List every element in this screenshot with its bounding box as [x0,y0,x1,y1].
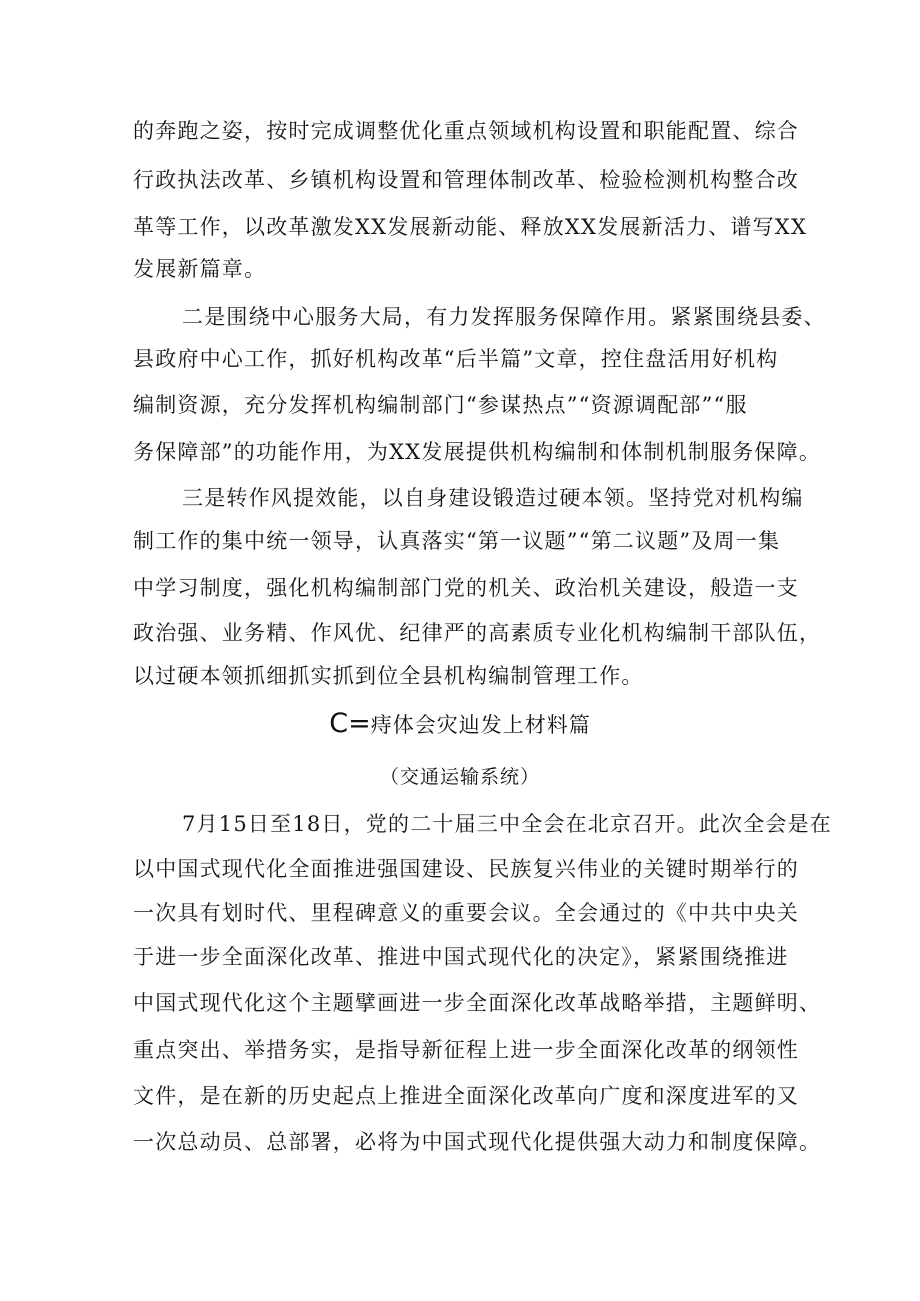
paragraph-1-line-1: 的奔跑之姿，按时完成调整优化重点领域机构设置和职能配置、综合 [133,119,799,143]
paragraph-3-line-1: 三是转作风提效能，以自身建设锻造过硬本领。坚持党对机构编 [182,486,804,510]
paragraph-3-line-3: 中学习制度，强化机构编制部门党的机关、政治机关建设，般造一支 [133,576,799,600]
closing-paragraph-line-1: 7月15日至18日，党的二十届三中全会在北京召开。此次全会是在 [182,812,833,836]
closing-paragraph-line-2: 以中国式现代化全面推进强国建设、民族复兴伟业的关键时期举行的 [133,857,799,881]
section-title-text: 痔体会灾辿发上材料篇 [370,713,591,737]
paragraph-3-line-2: 制工作的集中统一领导，认真落实“第一议题”“第二议题”及周一集 [133,529,781,553]
paragraph-1-line-4: 发展新篇章。 [133,257,267,281]
section-title [0,709,920,740]
paragraph-2-line-4: 务保障部”的功能作用，为XX发展提供机构编制和体制机制服务保障。 [133,440,822,464]
paragraph-2-line-3: 编制资源，充分发挥机构编制部门“参谋热点”“资源调配部”“服 [133,393,748,417]
paragraph-1-line-3: 革等工作，以改革激发XX发展新动能、释放XX发展新活力、谱写XX [133,215,808,239]
section-title-prefix: C= [329,708,371,739]
closing-paragraph-line-6: 重点突出、举措务实，是指导新征程上进一步全面深化改革的纲领性 [133,1038,799,1062]
paragraph-2-line-1: 二是围绕中心服务大局，有力发挥服务保障作用。紧紧围绕县委、 [182,305,826,329]
paragraph-2-line-2: 县政府中心工作，抓好机构改革“后半篇”文章，控住盘活用好机构 [133,347,779,371]
closing-paragraph-line-8: 一次总动员、总部署，必将为中国式现代化提供强大动力和制度保障。 [133,1130,822,1154]
closing-paragraph-line-7: 文件，是在新的历史起点上推进全面深化改革向广度和深度进军的又 [133,1084,799,1108]
section-subtitle: （交通运输系统） [379,766,540,788]
paragraph-3-line-5: 以过硬本领抓细抓实抓到位全县机构编制管理工作。 [133,664,644,688]
closing-paragraph-line-4: 于进一步全面深化改革、推进中国式现代化的决定》，紧紧围绕推进 [133,945,789,969]
closing-paragraph-line-3: 一次具有划时代、里程碑意义的重要会议。全会通过的《中共中央关 [133,901,799,925]
paragraph-1-line-2: 行政执法改革、乡镇机构设置和管理体制改革、检验检测机构整合改 [133,168,799,192]
closing-paragraph-line-5: 中国式现代化这个主题擘画进一步全面深化改革战略举措，主题鲜明、 [133,991,822,1015]
paragraph-3-line-4: 政治强、业务精、作风优、纪律严的高素质专业化机构编制干部队伍， [133,621,822,645]
